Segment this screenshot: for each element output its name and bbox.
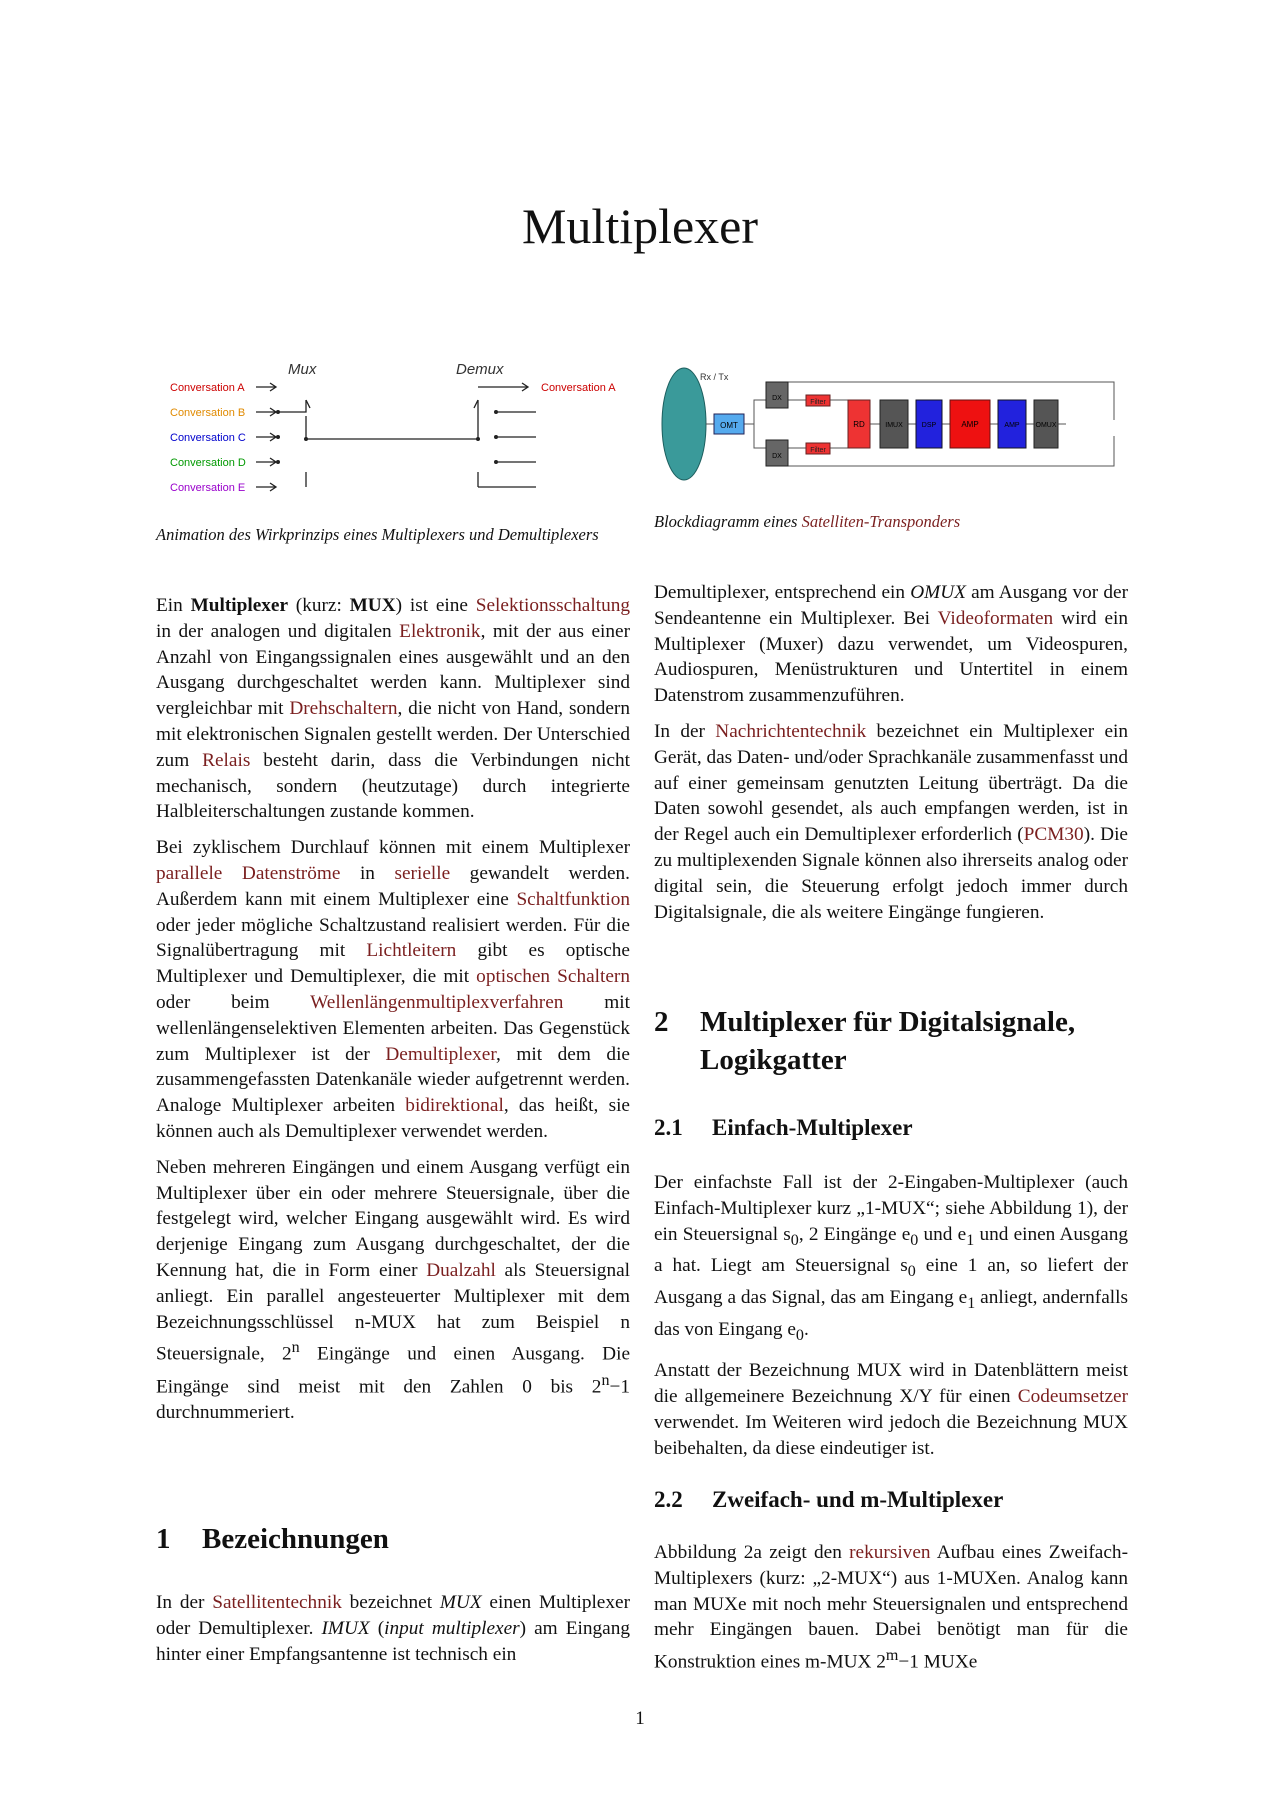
imux-block [880,400,908,448]
link-nachrichtentechnik[interactable]: Nachrichtentechnik [715,720,867,742]
rd-block [848,400,870,448]
figure-caption-left: Animation des Wirkprinzips eines Multiplexers und Demultiplexers [156,525,599,544]
antenna-label: Rx / Tx [700,372,729,382]
paragraph: Demultiplexer, entsprechend ein OMUX am Ausgang vor der Sendeantenne ein Multiplexer. Bei Videoformaten wird ein Multiplexer (Muxer) dazu verwendet, um Videospuren, Audiospuren, Menüstrukturen und Untertitel in einem Datenstrom zusammenzuführen. [654,582,1128,707]
input-label: Conversation C [170,432,246,444]
mux-demux-figure [156,356,636,506]
page-title: Multiplexer [521,198,759,254]
figure-caption-right [654,510,1128,534]
dsp-block [916,400,942,448]
input-label: Conversation B [170,407,246,419]
input-label: Conversation E [170,482,246,494]
link-bidirektional[interactable]: bidirektional [405,1095,504,1117]
amp-block [950,400,990,448]
demux-label: Demux [456,361,504,378]
amp-text: AMP [1004,422,1020,429]
filter-text: Filter [810,447,826,454]
link-drehschaltern[interactable]: Drehschaltern [289,698,398,720]
link-wellenlaengenmultiplex[interactable]: Wellenlängenmultiplexverfahren [310,991,564,1013]
mux-inputs [170,382,246,494]
section-heading-1: 1 Bezeichnungen [156,1523,389,1555]
paragraph: Bei zyklischem Durchlauf können mit einem Multiplexer parallele Datenströme in serielle gewandelt werden. Außerdem kann mit einem Multiplexer eine Schaltfunktion oder jeder mögliche Schaltzustand realisiert werden. Für die Signalübertragung mit Lichtleitern gibt es optische Multiplexer und Demultiplexer, die mit optischen Schaltern oder beim Wellenlängenmultiplexverfahren mit wellenlängenselektiven Elementen arbeiten. Das Gegenstück zum Multiplexer ist der Demultiplexer, mit dem die zusammengefassten Datenkanäle wieder aufgetrennt werden. Analoge Multiplexer arbeiten bidirektional, das heißt, sie können auch als Demultiplexer verwendet werden. [156,837,631,1142]
link-videoformaten[interactable]: Videoformaten [937,607,1054,629]
input-label: Conversation D [170,457,246,469]
term-mux: MUX [349,595,396,616]
caption-text: Blockdiagramm eines [654,512,802,531]
output-label: Conversation A [541,382,616,394]
right-column-middle [654,1170,1128,1471]
section-heading-2: 2 Multiplexer für Digitalsignale, Logikgatter [654,1006,1076,1076]
left-column-bottom [156,1590,630,1677]
amp-block [998,400,1026,448]
link-pcm30[interactable]: PCM30 [1023,824,1084,846]
input-label: Conversation A [170,382,245,394]
mux-label: Mux [288,361,317,378]
filter-text: Filter [810,399,826,406]
transponder-diagram [654,362,1128,492]
link-serielle[interactable]: serielle [394,862,451,884]
omt-block [714,414,744,434]
dsp-text: DSP [921,422,937,429]
link-lichtleitern[interactable]: Lichtleitern [366,940,457,962]
paragraph: In der Nachrichtentechnik bezeichnet ein Multiplexer ein Gerät, das Daten- und/oder Sprachkanäle zusammenfasst und auf einer gemeinsam genutzten Leitung überträgt. Da die Daten sowohl gesendet, als auch empfangen werden, ist in der Regel auch ein Demultiplexer erforderlich (PCM30). Die zu multiplexenden Signale können also ihrerseits analog oder digital sein, die Steuerung erfolgt jedoch immer durch Digitalsignale, die als weitere Eingänge fungieren. [654,720,1128,923]
link-demultiplexer[interactable]: Demultiplexer [385,1043,496,1065]
link-selektionsschaltung[interactable]: Selektionsschaltung [475,595,630,616]
paragraph: Ein Multiplexer (kurz: MUX) ist eine Selektionsschaltung in der analogen und digitalen Elektronik, mit der aus einer Anzahl von Eingangssignalen eines ausgewählt und an den Ausgang durchgeschaltet werden kann. Multiplexer sind vergleichbar mit Drehschaltern, die nicht von Hand, sondern mit elektronischen Signalen gestellt werden. Der Unterschied zum Relais besteht darin, dass die Verbindungen nicht mechanisch, sondern (heutzutage) durch integrierte Halbleiterschaltungen zustande kommen. [156,595,631,823]
paragraph: Anstatt der Bezeichnung MUX wird in Datenblättern meist die allgemeinere Bezeichnung X/Y für einen Codeumsetzer verwendet. Im Weiteren wird jedoch die Bezeichnung MUX beibehalten, da diese eindeutiger ist. [654,1360,1128,1459]
omt-text: OMT [720,421,738,430]
right-column-bottom [654,1540,1128,1685]
dx-block [766,382,788,408]
paragraph: Abbildung 2a zeigt den rekursiven Aufbau eines Zweifach-Multiplexers (kurz: „2-MUX“) aus 1-MUXen. Analog kann man MUXe mit noch mehr Steuersignalen und entsprechend mehr Eingängen bauen. Dabei benötigt man für die Konstruktion eines m-MUX $2^m-1$ MUXe [654,1542,1128,1673]
omux-block [1034,400,1058,448]
link-schaltfunktion[interactable]: Schaltfunktion [516,888,630,910]
link-dualzahl[interactable]: Dualzahl [426,1259,496,1281]
dx-text: DX [772,453,782,460]
link-rekursiven[interactable]: rekursiven [849,1542,931,1563]
filter-block [806,443,830,454]
left-column [156,593,630,1436]
caption-link[interactable]: Satelliten-Transponders [801,512,961,531]
right-column [654,580,1128,935]
rd-text: RD [853,420,865,429]
omux-text: OMUX [1035,422,1057,429]
amp-text: AMP [961,420,979,429]
subsection-heading-2-1: 2.1 Einfach-Multiplexer [654,1115,913,1140]
antenna-dish [662,368,706,480]
link-codeumsetzer[interactable]: Codeumsetzer [1017,1386,1128,1408]
paragraph: Neben mehreren Eingängen und einem Ausgang verfügt ein Multiplexer über ein oder mehrere Steuersignale, über die festgelegt wird, welcher Eingang ausgewählt wird. Es wird derjenige Eingang zum Ausgang durchgeschaltet, der die Kennung hat, die in Form einer Dualzahl als Steuersignal anliegt. Ein parallel angesteuerter Multiplexer mit dem Bezeichnungsschlüssel n-MUX hat zum Beispiel n Steuersignale, 2$^n$ Eingänge und einen Ausgang. Die Eingänge sind meist mit den Zahlen 0 bis $2^n-1$ durchnummeriert. [156,1156,631,1423]
link-datenstroeme[interactable]: Datenströme [241,862,341,884]
link-satellitentechnik[interactable]: Satellitentechnik [212,1592,342,1613]
dx-text: DX [772,395,782,402]
link-parallele[interactable]: parallele [156,862,223,884]
link-optische-schalter[interactable]: optischen Schaltern [476,966,630,988]
dx-block [766,440,788,466]
imux-text: IMUX [885,422,903,429]
subsection-heading-2-2: 2.2 Zweifach- und m-Multiplexer [654,1487,1004,1512]
link-relais[interactable]: Relais [202,749,251,771]
term-multiplexer: Multiplexer [190,595,289,616]
filter-block [806,395,830,406]
paragraph: Der einfachste Fall ist der 2-Eingaben-Multiplexer (auch Einfach-Multiplexer kurz „1-MUX“; siehe Abbildung 1), der ein Steuersignal $s_0$, 2 Eingänge $e_0$ und $e_1$ und einen Ausgang a hat. Liegt am Steuersignal $s_0$ eine 1 an, so liefert der Ausgang a das Signal, das am Eingang $e_1$ anliegt, andernfalls das von Eingang $e_0$. [654,1172,1129,1344]
paragraph: In der Satellitentechnik bezeichnet MUX einen Multiplexer oder Demultiplexer. IMUX (input multiplexer) am Eingang hinter einer Empfangsantenne ist technisch ein [156,1592,630,1665]
link-elektronik[interactable]: Elektronik [399,620,481,642]
page-number: 1 [635,1708,645,1729]
